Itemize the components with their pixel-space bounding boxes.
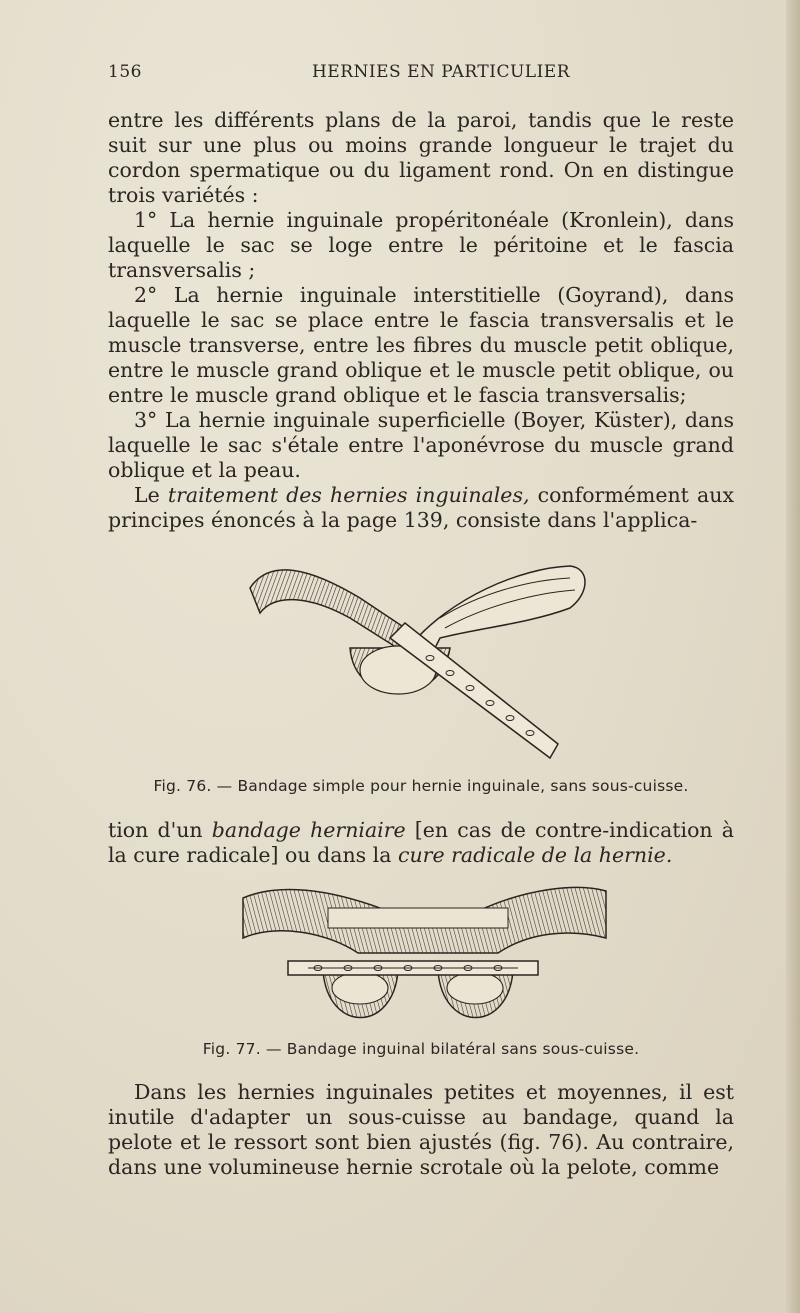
treatment-rest: conformément aux principes énoncés à la page 139, consiste dans l'applica- (108, 483, 735, 533)
page-number: 156 (108, 62, 142, 82)
bandage-emphasis-d: cure radicale de la hernie. (397, 843, 673, 868)
paragraph-variety-1: 1° La hernie inguinale propéritonéale (Kronlein), dans laquelle le sac se loge entre le péritoine et le fascia transversalis ; (108, 208, 734, 283)
paragraph-variety-3: 3° La hernie inguinale superficielle (Boyer, Küster), dans laquelle le sac s'étale entre l'aponévrose du muscle grand oblique et la peau. (108, 408, 734, 483)
single-inguinal-truss-engraving-icon (240, 558, 590, 768)
page-edge (786, 0, 800, 1313)
running-title: HERNIES EN PARTICULIER (311, 62, 571, 82)
treatment-emphasis: traitement des hernies inguinales, (167, 483, 530, 507)
paragraph-bandage (108, 818, 734, 868)
running-header (108, 62, 734, 88)
paragraph-intro: entre les différents plans de la paroi, tandis que le reste suit sur une plus ou moins grande longueur le trajet du cordon spermatique ou du ligament rond. On en distingue trois variétés : (108, 108, 734, 208)
treatment-lead: Le (134, 483, 168, 507)
paragraph-variety-2: 2° La hernie inguinale interstitielle (Goyrand), dans laquelle le sac se place entre le fascia transversalis et le muscle transverse, entre les fibres du muscle petit oblique, entre le muscle grand oblique et le muscle petit oblique, ou entre le muscle grand oblique et le fascia transversalis; (108, 283, 734, 408)
figure-76-caption: Fig. 76. — Bandage simple pour hernie inguinale, sans sous-cuisse. (153, 777, 689, 795)
bandage-text-a: tion d'un (108, 818, 212, 842)
bandage-emphasis-b: bandage herniaire (211, 818, 406, 842)
paragraph-treatment (108, 483, 734, 533)
figure-77-caption: Fig. 77. — Bandage inguinal bilatéral sans sous-cuisse. (202, 1040, 640, 1058)
bandage-text-c: [en cas de contre-indication à la cure radicale] ou dans la (108, 818, 734, 868)
bilateral-inguinal-truss-engraving-icon (238, 883, 613, 1031)
paragraph-closing: Dans les hernies inguinales petites et moyennes, il est inutile d'adapter un sous-cuisse au bandage, quand la pelote et le ressort sont bien ajustés (fig. 76). Au contraire, dans une volumineuse hernie scrotale où la pelote, comme (108, 1080, 734, 1180)
